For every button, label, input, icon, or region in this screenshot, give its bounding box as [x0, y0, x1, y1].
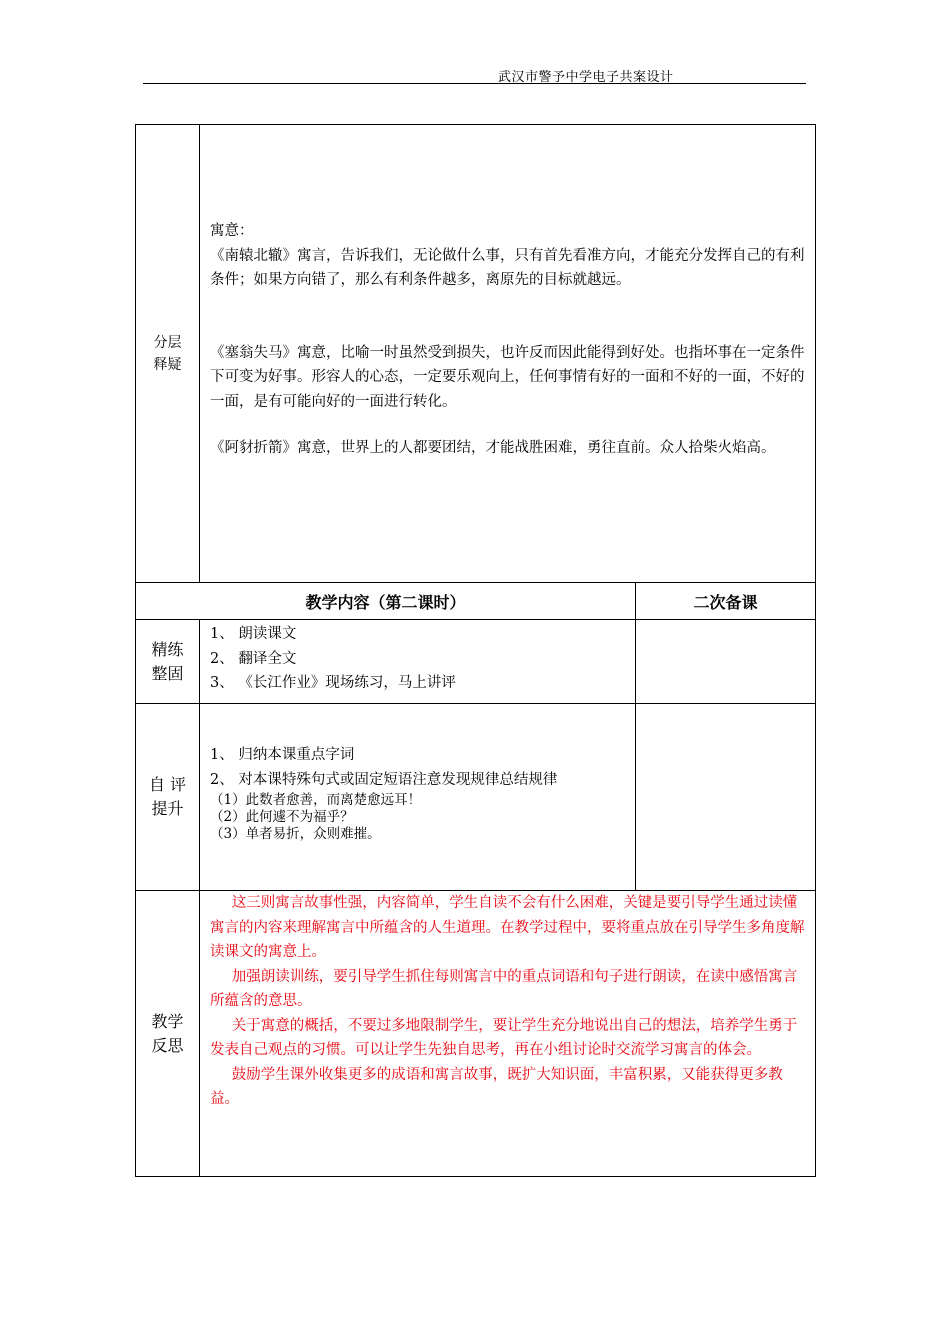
example-sentence: （3）单者易折，众则难摧。 [210, 826, 381, 842]
section-label [136, 125, 200, 583]
secondary-prep-cell [636, 620, 816, 704]
moral-heading: 寓意： [210, 223, 254, 239]
list-item: 1、 朗读课文 [210, 626, 297, 642]
label-line: 释疑 [153, 356, 182, 373]
example-sentence: （1）此数者愈善，而离楚愈远耳！ [210, 792, 422, 808]
section-content [200, 704, 636, 891]
reflection-paragraph: 关于寓意的概括，不要过多地限制学生，要让学生充分地说出自己的想法，培养学生勇于发表自己观点的习惯。可以让学生先独自思考，再在小组讨论时交流学习寓言的体会。 [210, 1017, 798, 1058]
section-content [200, 891, 816, 1177]
label-line: 精练 [151, 639, 184, 659]
reflection-paragraph: 鼓励学生课外收集更多的成语和寓言故事，既扩大知识面，丰富积累，又能获得更多教益。 [210, 1066, 783, 1107]
section-teaching-reflection [136, 891, 816, 1177]
section-content [200, 125, 816, 583]
reflection-paragraph: 加强朗读训练，要引导学生抓住每则寓言中的重点词语和句子进行朗读，在读中感悟寓言所蕴含的意思。 [210, 968, 798, 1009]
label-line: 自 评 [148, 775, 187, 794]
list-item: 2、 对本课特殊句式或固定短语注意发现规律总结规律 [210, 771, 558, 788]
label-line: 提升 [151, 799, 184, 818]
label-line: 反思 [151, 1035, 184, 1055]
example-sentence: （2）此何遽不为福乎？ [210, 809, 354, 825]
label-line: 教学 [151, 1011, 184, 1031]
content-header-row [136, 583, 816, 620]
secondary-prep-cell [636, 704, 816, 891]
section-label [136, 704, 200, 891]
moral-paragraph: 《阿豺折箭》寓意，世界上的人都要团结，才能战胜困难，勇往直前。众人拾柴火焰高。 [210, 440, 776, 456]
section-practice [136, 620, 816, 704]
label-line: 整固 [151, 663, 184, 683]
lesson-plan-table [135, 124, 816, 1177]
list-item: 2、 翻译全文 [210, 650, 297, 667]
header-divider [143, 83, 806, 84]
reflection-paragraph: 这三则寓言故事性强，内容简单，学生自读不会有什么困难，关键是要引导学生通过读懂寓言的内容来理解寓言中所蕴含的人生道理。在教学过程中，要将重点放在引导学生多角度解读课文的寓意上。 [210, 895, 805, 960]
list-item: 3、 《长江作业》现场练习，马上讲评 [210, 675, 456, 691]
list-item: 1、 归纳本课重点字词 [210, 747, 355, 763]
section-self-evaluation [136, 704, 816, 891]
moral-paragraph: 《南辕北辙》寓言，告诉我们，无论做什么事，只有首先看准方向，才能充分发挥自己的有利条件；如果方向错了，那么有利条件越多，离原先的目标就越远。 [210, 247, 805, 288]
section-label [136, 620, 200, 704]
secondary-prep-header: 二次备课 [636, 583, 816, 620]
moral-paragraph: 《塞翁失马》寓意，比喻一时虽然受到损失，也许反而因此能得到好处。也指坏事在一定条件下可变为好事。形容人的心态，一定要乐观向上，任何事情有好的一面和不好的一面，不好的一面，是有可能向好的一面进行转化。 [210, 344, 805, 410]
section-content [200, 620, 636, 704]
document-header-title: 武汉市警予中学电子共案设计 [498, 70, 674, 85]
label-line: 分层 [153, 334, 182, 351]
teaching-content-header: 教学内容（第二课时） [136, 583, 636, 620]
section-layered-explanation [136, 125, 816, 583]
section-label [136, 891, 200, 1177]
